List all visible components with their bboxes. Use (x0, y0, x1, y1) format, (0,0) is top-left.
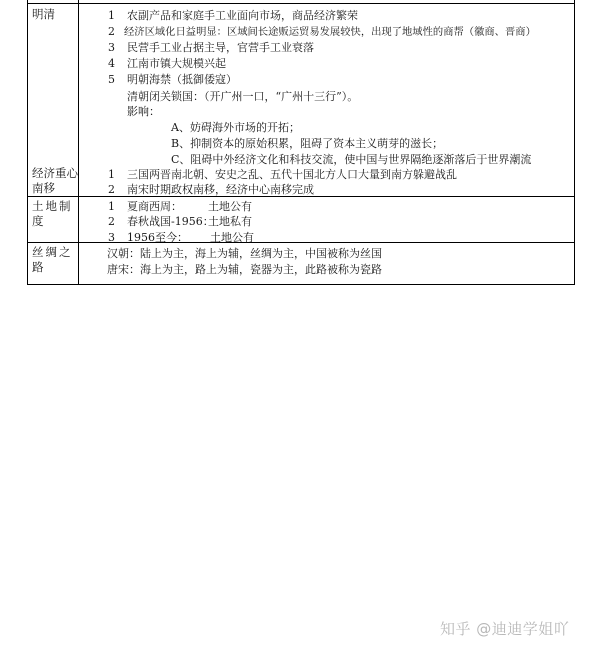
silk-road-line: 汉朝：陆上为主，海上为辅，丝绸为主，中国被称为丝国 (107, 247, 382, 260)
row-category-silk-road: 丝绸之路 (32, 245, 73, 274)
history-notes-table (27, 0, 575, 285)
item-period: 1956至今： (127, 231, 188, 244)
row-category-economic-center: 经济重心南移 (32, 166, 78, 195)
qing-policy-text: 清朝闭关锁国：（开广州一口，“广州十三行”）。 (127, 90, 359, 103)
item-text: 三国两晋南北朝、安史之乱、五代十国北方人口大量到南方躲避战乱 (127, 168, 457, 181)
silk-road-line: 唐宋：海上为主，路上为辅，瓷器为主，此路被称为瓷路 (107, 263, 382, 276)
item-number: 1 (108, 168, 115, 181)
item-number: 2 (108, 215, 115, 228)
item-text: 农副产品和家庭手工业面向市场，商品经济繁荣 (127, 9, 358, 22)
impact-label: 影响： (127, 105, 160, 118)
item-number: 1 (108, 200, 115, 213)
item-number: 4 (108, 57, 115, 70)
table-bottom-border (28, 284, 574, 285)
item-text: 民营手工业占据主导，官营手工业衰落 (127, 41, 314, 54)
row-category-land-system: 土地制度 (32, 199, 73, 228)
item-number: 2 (108, 183, 115, 196)
item-text: 江南市镇大规模兴起 (127, 57, 226, 70)
table-top-border (28, 3, 574, 4)
item-value: 土地公有 (208, 200, 252, 213)
impact-item: A、妨碍海外市场的开拓； (171, 121, 300, 134)
impact-item: C、阻碍中外经济文化和科技交流，使中国与世界隔绝逐渐落后于世界潮流 (171, 153, 532, 166)
item-text: 南宋时期政权南移，经济中心南移完成 (127, 183, 314, 196)
item-number: 5 (108, 73, 115, 86)
item-period: 春秋战国-1956： (127, 215, 214, 228)
impact-item: B、抑制资本的原始积累，阻碍了资本主义萌芽的滋长； (171, 137, 444, 150)
item-number: 1 (108, 9, 115, 22)
item-period: 夏商西周： (127, 200, 182, 213)
item-number: 3 (108, 41, 115, 54)
item-value: 土地公有 (210, 231, 254, 244)
item-text: 明朝海禁（抵御倭寇） (127, 73, 237, 86)
zhihu-watermark: 知乎 @迪迪学姐吖 (440, 620, 570, 638)
item-text: 经济区域化日益明显：区域间长途贩运贸易发展较快，出现了地域性的商帮（徽商、晋商） (124, 26, 536, 38)
row-category-ming-qing: 明清 (32, 7, 55, 21)
item-value: 土地私有 (208, 215, 252, 228)
item-number: 2 (108, 25, 115, 38)
item-number: 3 (108, 231, 115, 244)
